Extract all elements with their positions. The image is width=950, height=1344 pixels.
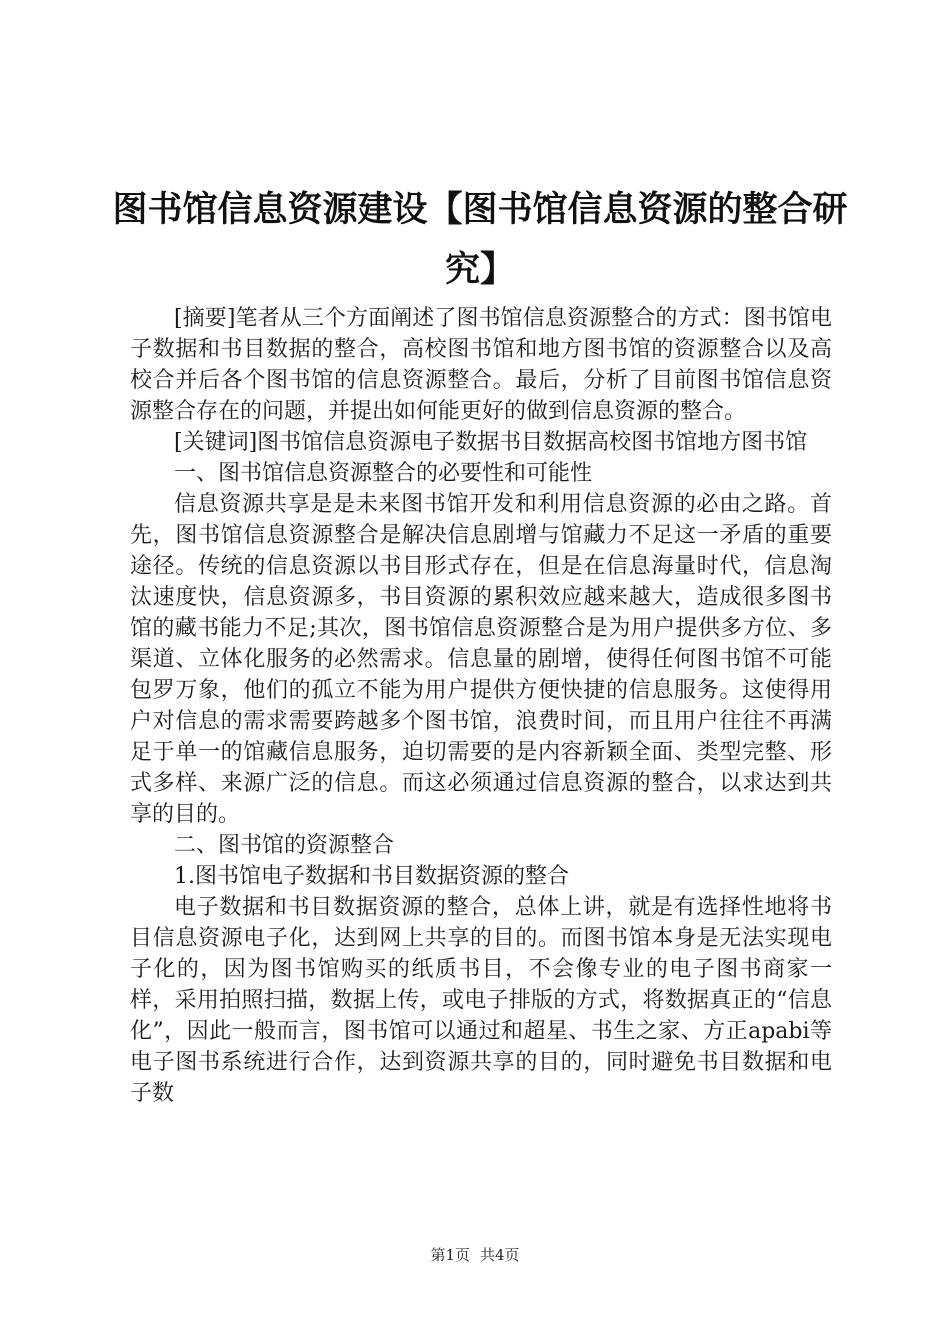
body-paragraph: 电子数据和书目数据资源的整合，总体上讲，就是有选择性地将书目信息资源电子化，达到网上共享的目的。而图书馆本身是无法实现电子化的，因为图书馆购买的纸质书目，不会像专业的电子图书商家一样，采用拍照扫描，数据上传，或电子排版的方式，将数据真正的“信息化”，因此一般而言，图书馆可以通过和超星、书生之家、方正apabi等电子图书系统进行合作，达到资源共享的目的，同时避免书目数据和电子数 bbox=[130, 895, 832, 1106]
abstract-paragraph: [摘要]笔者从三个方面阐述了图书馆信息资源整合的方式：图书馆电子数据和书目数据的整合，高校图书馆和地方图书馆的资源整合以及高校合并后各个图书馆的信息资源整合。最后，分析了目前图书馆信息资源整合存在的问题，并提出如何能更好的做到信息资源的整合。 bbox=[130, 306, 832, 424]
document-title: 图书馆信息资源建设【图书馆信息资源的整合研究】 bbox=[112, 190, 848, 290]
section-heading-1: 一、图书馆信息资源整合的必要性和可能性 bbox=[174, 461, 593, 486]
page-footer bbox=[0, 1244, 950, 1265]
page-number: 第1页 bbox=[430, 1246, 470, 1264]
document-body bbox=[130, 303, 832, 1109]
section-heading-2: 二、图书馆的资源整合 bbox=[174, 833, 395, 858]
body-paragraph: 信息资源共享是是未来图书馆开发和利用信息资源的必由之路。首先，图书馆信息资源整合是解决信息剧增与馆藏力不足这一矛盾的重要途径。传统的信息资源以书目形式存在，但是在信息海量时代，信息淘汰速度快，信息资源多，书目资源的累积效应越来越大，造成很多图书馆的藏书能力不足;其次，图书馆信息资源整合是为用户提供多方位、多渠道、立体化服务的必然需求。信息量的剧增，使得任何图书馆不可能包罗万象，他们的孤立不能为用户提供方便快捷的信息服务。这使得用户对信息的需求需要跨越多个图书馆，浪费时间，而且用户往往不再满足于单一的馆藏信息服务，迫切需要的是内容新颖全面、类型完整、形式多样、来源广泛的信息。而这必须通过信息资源的整合，以求达到共享的目的。 bbox=[130, 492, 832, 827]
page-total: 共4页 bbox=[480, 1246, 520, 1264]
keywords-paragraph: [关键词]图书馆信息资源电子数据书目数据高校图书馆地方图书馆 bbox=[174, 430, 808, 455]
subsection-heading-1: 1.图书馆电子数据和书目数据资源的整合 bbox=[174, 864, 569, 889]
